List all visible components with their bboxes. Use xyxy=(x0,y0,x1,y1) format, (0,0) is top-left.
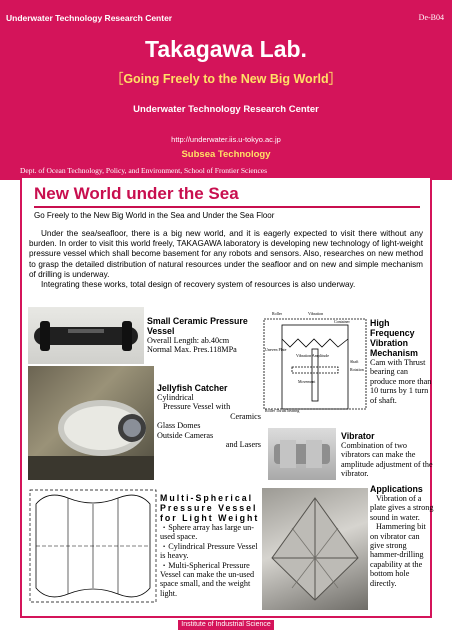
vibrator-text: Combination of two vibrators can make the amplitude adjustment of the vibrator. xyxy=(341,441,433,479)
vibrator-image xyxy=(268,428,336,480)
multi-spherical-title: Multi-Spherical Pressure Vessel for Light Weight xyxy=(160,493,260,523)
jellyfish-line-6: and Lasers xyxy=(225,440,261,450)
applications-image xyxy=(262,488,368,610)
jellyfish-catcher-photo xyxy=(28,366,154,480)
applications-title: Applications xyxy=(370,484,423,494)
vibrator-title: Vibrator xyxy=(341,431,375,441)
ceramic-block xyxy=(147,316,257,355)
department: Dept. of Ocean Technology, Policy, and Environment, School of Frontier Sciences xyxy=(20,166,268,175)
diagram-label-uneven-plate: Uneven Plate xyxy=(265,347,287,352)
vibrator-photo xyxy=(268,428,336,480)
lab-slogan: ［Going Freely to the New Big World］ xyxy=(110,72,342,86)
intro-paragraph-1: Under the sea/seafloor, there is a big new world, and it is eagerly expected to visit there without any burden. In order to visit this world freely, TAKAGAWA laboratory is developing new technology of light-weight pressure vessel which shall become basement for any robots and sensors. Also, researches on new method to grasp the detailed distribution of natural resources under the seafloor and on new and simple mechanism of drilling is underway. xyxy=(29,229,423,279)
applications-photo xyxy=(262,488,368,610)
ceramic-title: Small Ceramic Pressure Vessel xyxy=(147,316,248,336)
ceramic-pressure: Normal Max. Pres.118MPa xyxy=(147,345,237,355)
applications-text-1: Vibration of a plate gives a strong sound in water. xyxy=(370,494,434,522)
center-name: Underwater Technology Research Center xyxy=(133,104,319,115)
diagram-label-vibration: Vibration xyxy=(308,311,324,316)
section-title: New World under the Sea xyxy=(34,184,239,203)
multi-spherical-drawing xyxy=(28,484,158,608)
applications-text-2: Hammering bit on vibrator can give strong hammer-drilling capability at the bottom hole directly. xyxy=(370,522,426,588)
jellyfish-line-1: Cylindrical xyxy=(157,393,194,402)
diagram-label-rotation: Rotation xyxy=(350,367,364,372)
diagram-label-shaft: Shaft xyxy=(350,359,359,364)
lab-url-link[interactable]: http://underwater.iis.u-tokyo.ac.jp xyxy=(171,135,281,144)
diagram-label-roller: Roller xyxy=(272,311,282,316)
intro-paragraph-2: Integrating these works, total design of recovery system of resources is also underway. xyxy=(41,280,356,290)
footer-institute: Institute of Industrial Science xyxy=(178,620,274,630)
jellyfish-line-2: Pressure Vessel with xyxy=(163,402,231,412)
jellyfish-block xyxy=(157,383,261,449)
group-name: Subsea Technology xyxy=(181,149,271,160)
lab-title: Takagawa Lab. xyxy=(145,36,307,62)
intro-text xyxy=(29,229,423,290)
jellyfish-line-5: Outside Cameras xyxy=(157,430,214,440)
org-name: Underwater Technology Research Center xyxy=(6,13,173,23)
multi-bullet-1: ・Sphere array has large un-used space. xyxy=(160,523,254,542)
multi-spherical-block xyxy=(160,493,264,598)
diagram-label-thrust: Roller Thrust bearing xyxy=(265,408,300,413)
jellyfish-catcher-image xyxy=(28,366,154,480)
diagram-label-container: Container xyxy=(334,319,350,324)
vibration-text: Cam with Thrust bearing can produce more than 10 turns by 1 turn of shaft. xyxy=(370,358,432,405)
applications-block xyxy=(370,484,434,588)
vibration-mechanism-diagram xyxy=(262,309,368,413)
jellyfish-line-4: Glass Domes xyxy=(157,421,201,431)
section-rule xyxy=(34,206,420,208)
jellyfish-line-3: Ceramics xyxy=(230,411,261,421)
multi-bullet-3: ・Multi-Spherical Pressure Vessel can make the un-used space small, and the weight light. xyxy=(160,560,255,598)
diagram-label-amplitude: Vibration Amplitude xyxy=(296,353,329,358)
jellyfish-title: Jellyfish Catcher xyxy=(157,383,228,393)
booth-code: De-B04 xyxy=(418,13,444,22)
vibration-block xyxy=(370,318,432,405)
vibration-title: High Frequency Vibration Mechanism xyxy=(370,318,418,358)
ceramic-vessel-image xyxy=(28,307,144,364)
ceramic-vessel-photo xyxy=(28,307,144,364)
ceramic-length: Overall Length: ab.40cm xyxy=(147,336,230,345)
vibrator-block xyxy=(341,431,433,479)
diagram-label-movement: Movement xyxy=(298,379,316,384)
section-subtitle: Go Freely to the New Big World in the Sea and Under the Sea Floor xyxy=(34,211,275,220)
multi-bullet-2: ・Cylindrical Pressure Vessel is heavy. xyxy=(160,541,258,561)
